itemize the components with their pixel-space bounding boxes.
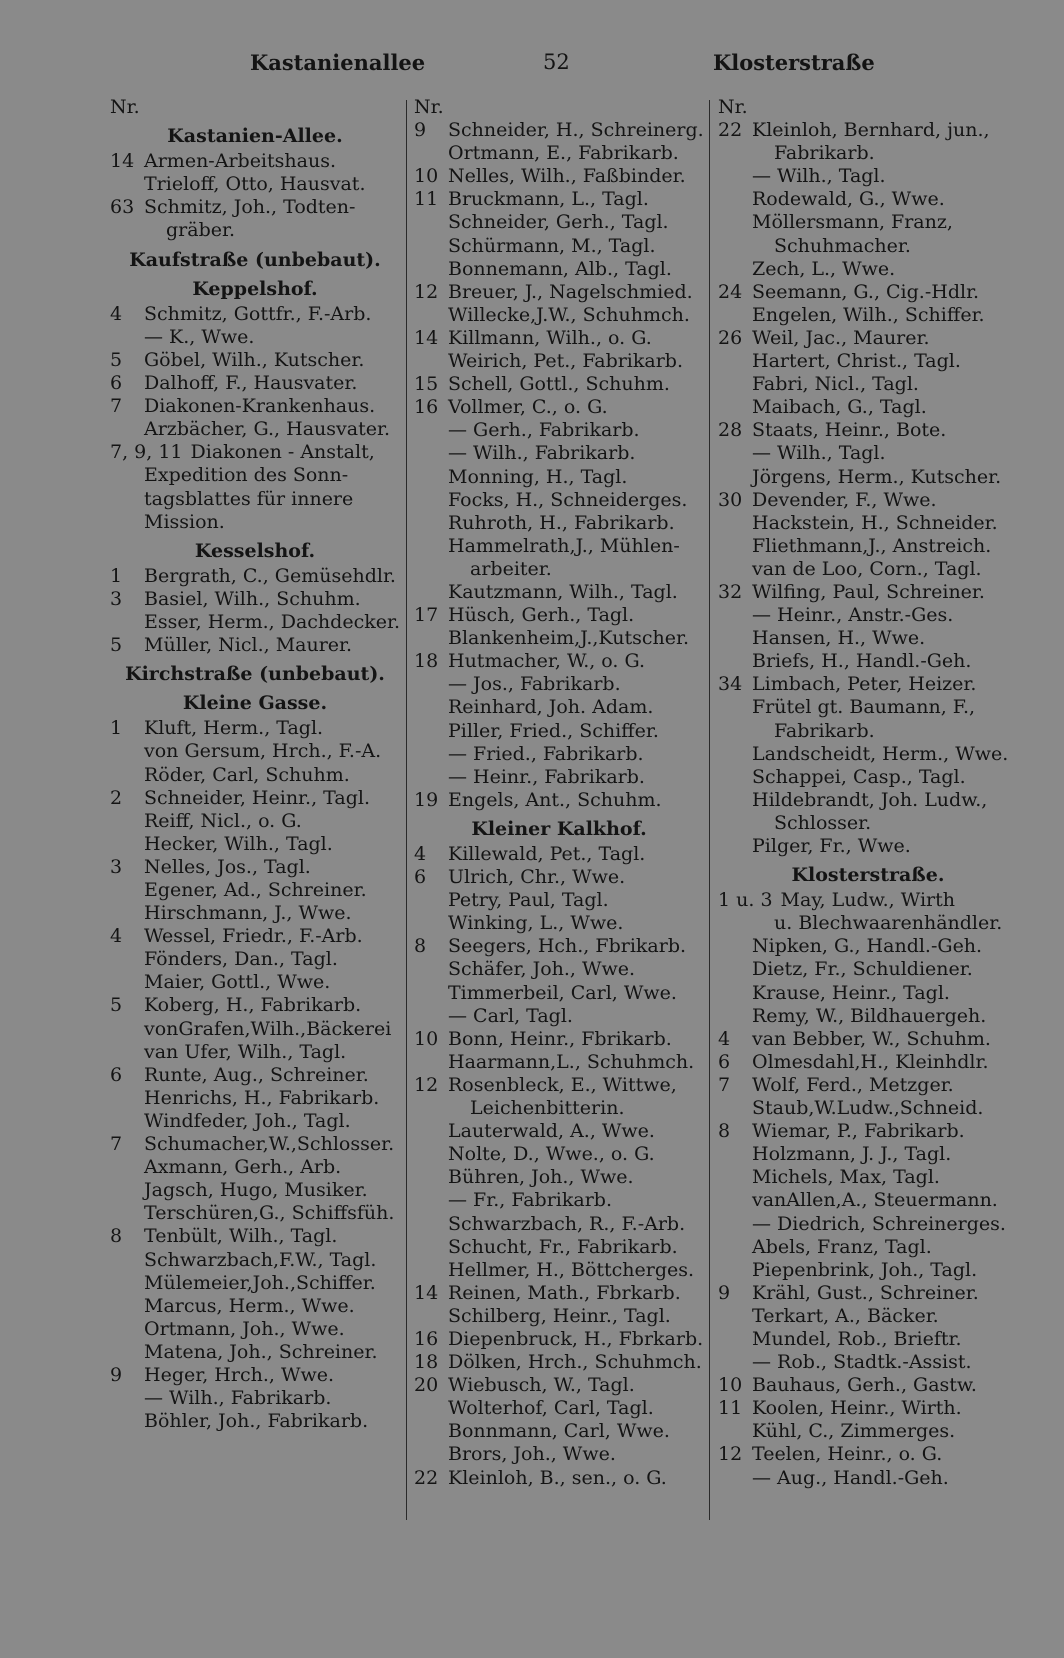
house-number: 14 bbox=[414, 1281, 439, 1304]
resident-entry: Mülemeier,Joh.,Schiffer. bbox=[144, 1271, 376, 1294]
street-heading: Kastanien-Allee. bbox=[167, 125, 343, 148]
resident-entry: Timmerbeil, Carl, Wwe. bbox=[448, 981, 677, 1004]
resident-entry: Nipken, G., Handl.-Geh. bbox=[752, 935, 983, 958]
resident-text: Wiemar, P., Fabrikarb. bbox=[752, 1120, 965, 1143]
resident-text: Dalhoff, F., Hausvater. bbox=[144, 372, 358, 395]
header-left-street: Kastanienallee bbox=[250, 50, 426, 75]
resident-entry bbox=[414, 604, 704, 627]
resident-entry bbox=[110, 349, 400, 372]
house-number: 16 bbox=[414, 1327, 439, 1350]
resident-entry: Fönders, Dan., Tagl. bbox=[144, 948, 338, 971]
resident-entry: Fabri, Nicl., Tagl. bbox=[752, 373, 919, 396]
resident-entry bbox=[414, 866, 704, 889]
house-number: 22 bbox=[718, 119, 743, 142]
resident-text: Göbel, Wilh., Kutscher. bbox=[144, 348, 365, 371]
resident-text: Weil, Jac., Maurer. bbox=[752, 326, 930, 349]
resident-entry bbox=[110, 717, 400, 740]
resident-entry: Jagsch, Hugo, Musiker. bbox=[144, 1179, 368, 1202]
resident-text: Vollmer, C., o. G. bbox=[448, 396, 608, 419]
resident-entry: Maier, Gottl., Wwe. bbox=[144, 971, 331, 994]
resident-entry: Blankenheim,J.,Kutscher. bbox=[448, 627, 689, 650]
resident-text: Breuer, J., Nagelschmied. bbox=[448, 280, 693, 303]
house-number: 4 bbox=[110, 925, 123, 948]
house-number: 10 bbox=[414, 165, 439, 188]
resident-entry bbox=[718, 281, 1018, 304]
resident-entry bbox=[414, 935, 704, 958]
resident-entry bbox=[110, 150, 400, 173]
resident-entry bbox=[414, 1374, 704, 1397]
resident-entry bbox=[718, 1443, 1018, 1466]
resident-entry: Ortmann, Joh., Wwe. bbox=[144, 1317, 345, 1340]
resident-continuation: u. Blechwaarenhändler. bbox=[774, 912, 1003, 935]
directory-column-1 bbox=[110, 96, 400, 1433]
resident-entry: — K., Wwe. bbox=[144, 325, 255, 348]
resident-entry: von Gersum, Hrch., F.-A. bbox=[144, 740, 382, 763]
resident-entry bbox=[414, 327, 704, 350]
resident-text: Olmesdahl,H., Kleinhdlr. bbox=[752, 1050, 989, 1073]
resident-entry: Nolte, D., Wwe., o. G. bbox=[448, 1143, 655, 1166]
resident-entry: Michels, Max, Tagl. bbox=[752, 1166, 940, 1189]
street-heading: Keppelshof. bbox=[192, 277, 318, 300]
house-number: 3 bbox=[110, 855, 123, 878]
resident-text: Nelles, Wilh., Faßbinder. bbox=[448, 165, 686, 188]
resident-entry: — Wilh., Fabrikarb. bbox=[144, 1387, 332, 1410]
resident-entry: — Carl, Tagl. bbox=[448, 1004, 573, 1027]
house-number: 63 bbox=[110, 196, 135, 219]
resident-text: Bonn, Heinr., Fbrikarb. bbox=[448, 1027, 672, 1050]
resident-entry: Arzbächer, G., Hausvater. bbox=[144, 418, 390, 441]
resident-entry bbox=[414, 165, 704, 188]
resident-entry bbox=[110, 565, 400, 588]
house-number: 4 bbox=[110, 302, 123, 325]
resident-entry: Terkart, A., Bäcker. bbox=[752, 1304, 939, 1327]
house-number: 11 bbox=[718, 1397, 743, 1420]
resident-text: Müller, Nicl., Maurer. bbox=[144, 634, 353, 657]
resident-entry: Hecker, Wilh., Tagl. bbox=[144, 832, 333, 855]
resident-text: Bauhaus, Gerh., Gastw. bbox=[752, 1374, 977, 1397]
resident-entry bbox=[414, 1351, 704, 1374]
house-number: 18 bbox=[414, 650, 439, 673]
resident-entry: — Rob., Stadtk.-Assist. bbox=[752, 1351, 972, 1374]
resident-entry bbox=[110, 588, 400, 611]
resident-text: Hüsch, Gerh., Tagl. bbox=[448, 604, 635, 627]
resident-continuation: Leichenbitterin. bbox=[470, 1097, 625, 1120]
resident-entry: Axmann, Gerh., Arb. bbox=[144, 1156, 342, 1179]
resident-entry bbox=[718, 1028, 1018, 1051]
resident-entry: Schilberg, Heinr., Tagl. bbox=[448, 1304, 671, 1327]
house-number: 28 bbox=[718, 419, 743, 442]
resident-entry bbox=[414, 188, 704, 211]
resident-entry: — Gerh., Fabrikarb. bbox=[448, 419, 640, 442]
resident-entry bbox=[110, 634, 400, 657]
resident-text: Bergrath, C., Gemüsehdlr. bbox=[144, 564, 396, 587]
resident-entry: Schneider, Gerh., Tagl. bbox=[448, 211, 669, 234]
resident-text: Seemann, G., Cig.-Hdlr. bbox=[752, 280, 980, 303]
resident-entry: — Heinr., Fabrikarb. bbox=[448, 765, 645, 788]
house-number: 14 bbox=[110, 150, 135, 173]
house-number: 5 bbox=[110, 634, 123, 657]
resident-entry bbox=[414, 1467, 704, 1490]
resident-text: Koolen, Heinr., Wirth. bbox=[752, 1397, 962, 1420]
resident-entry bbox=[718, 327, 1018, 350]
resident-entry: Willecke,J.W., Schuhmch. bbox=[448, 303, 690, 326]
house-number: 26 bbox=[718, 326, 743, 349]
resident-entry bbox=[110, 994, 400, 1017]
resident-text: Nelles, Jos., Tagl. bbox=[144, 855, 311, 878]
resident-entry: — Wilh., Tagl. bbox=[752, 165, 886, 188]
house-number: 20 bbox=[414, 1374, 439, 1397]
resident-text: Schmitz, Gottfr., F.-Arb. bbox=[144, 302, 372, 325]
column-divider bbox=[406, 100, 407, 1520]
resident-text: Wessel, Friedr., F.-Arb. bbox=[144, 925, 363, 948]
house-number: 6 bbox=[110, 372, 123, 395]
resident-entry bbox=[718, 673, 1018, 696]
resident-entry: Focks, H., Schneiderges. bbox=[448, 488, 688, 511]
resident-continuation: Schuhmacher. bbox=[774, 234, 911, 257]
resident-entry: Lauterwald, A., Wwe. bbox=[448, 1120, 655, 1143]
resident-text: Rosenbleck, E., Wittwe, bbox=[448, 1073, 677, 1096]
resident-entry bbox=[110, 787, 400, 810]
running-header bbox=[0, 50, 1064, 84]
resident-entry bbox=[110, 196, 400, 219]
house-number: 34 bbox=[718, 673, 743, 696]
resident-entry: Frütel gt. Baumann, F., bbox=[752, 696, 976, 719]
resident-continuation: Fabrikarb. bbox=[774, 142, 875, 165]
resident-entry bbox=[718, 1282, 1018, 1305]
house-number: 8 bbox=[718, 1120, 731, 1143]
house-number: 30 bbox=[718, 488, 743, 511]
house-number: 1 bbox=[110, 717, 123, 740]
resident-entry bbox=[414, 1074, 704, 1097]
resident-text: Wilfing, Paul, Schreiner. bbox=[752, 580, 985, 603]
house-number: 6 bbox=[718, 1050, 731, 1073]
street-heading: Kesselshof. bbox=[194, 539, 316, 562]
resident-entry: — Heinr., Anstr.-Ges. bbox=[752, 604, 954, 627]
resident-text: Schell, Gottl., Schuhm. bbox=[448, 373, 670, 396]
resident-entry: Mundel, Rob., Brieftr. bbox=[752, 1327, 962, 1350]
resident-text: Armen-Arbeitshaus. bbox=[144, 150, 336, 173]
resident-entry: Egener, Ad., Schreiner. bbox=[144, 879, 367, 901]
house-number: 17 bbox=[414, 604, 439, 627]
house-number: 2 bbox=[110, 786, 123, 809]
house-number: 10 bbox=[718, 1374, 743, 1397]
resident-entry: Schappei, Casp., Tagl. bbox=[752, 765, 966, 788]
resident-entry: Hildebrandt, Joh. Ludw., bbox=[752, 788, 988, 811]
column-divider bbox=[709, 100, 710, 1520]
resident-entry bbox=[414, 1028, 704, 1051]
resident-entry: Kautzmann, Wilh., Tagl. bbox=[448, 580, 678, 603]
house-number: 8 bbox=[110, 1225, 123, 1248]
resident-entry: Briefs, H., Handl.-Geh. bbox=[752, 650, 972, 673]
resident-text: Schmitz, Joh., Todten- bbox=[144, 196, 356, 219]
resident-entry: Bonnmann, Carl, Wwe. bbox=[448, 1420, 670, 1443]
resident-text: Killewald, Pet., Tagl. bbox=[448, 843, 646, 865]
street-heading: Kaufstraße (unbebaut). bbox=[129, 248, 381, 271]
resident-entry: Ruhroth, H., Fabrikarb. bbox=[448, 511, 675, 534]
resident-entry bbox=[718, 1051, 1018, 1074]
resident-text: Reinen, Math., Fbrkarb. bbox=[448, 1281, 681, 1304]
house-number: 7 bbox=[718, 1073, 731, 1096]
resident-entry bbox=[718, 419, 1018, 442]
resident-entry bbox=[414, 650, 704, 673]
resident-entry: — Wilh., Tagl. bbox=[752, 442, 886, 465]
resident-entry: Möllersmann, Franz, bbox=[752, 211, 953, 234]
resident-entry: Bonnemann, Alb., Tagl. bbox=[448, 257, 672, 280]
resident-entry bbox=[110, 303, 400, 326]
resident-entry bbox=[110, 395, 400, 418]
resident-entry: Remy, W., Bildhauergeh. bbox=[752, 1004, 987, 1027]
resident-continuation: Fabrikarb. bbox=[774, 719, 875, 742]
resident-text: Devender, F., Wwe. bbox=[752, 488, 937, 511]
house-number: 9 bbox=[718, 1281, 731, 1304]
resident-entry bbox=[718, 1397, 1018, 1420]
resident-text: Bruckmann, L., Tagl. bbox=[448, 188, 649, 211]
header-right-street: Klosterstraße bbox=[713, 50, 875, 75]
resident-continuation: arbeiter. bbox=[470, 557, 552, 580]
house-number: 10 bbox=[414, 1027, 439, 1050]
resident-entry: Landscheidt, Herm., Wwe. bbox=[752, 742, 1009, 765]
resident-text: Dölken, Hrch., Schuhmch. bbox=[448, 1351, 702, 1374]
number-column-label: Nr. bbox=[718, 96, 748, 118]
resident-entry: — Fried., Fabrikarb. bbox=[448, 742, 644, 765]
resident-entry: Pilger, Fr., Wwe. bbox=[752, 835, 911, 857]
directory-column-2 bbox=[414, 96, 704, 1490]
street-heading: Kleiner Kalkhof. bbox=[471, 817, 647, 840]
resident-entry: Expedition des Sonn- bbox=[144, 464, 349, 487]
resident-entry bbox=[414, 119, 704, 142]
resident-entry bbox=[718, 489, 1018, 512]
resident-entry bbox=[110, 1225, 400, 1248]
house-number: 3 bbox=[110, 587, 123, 610]
resident-entry: Hellmer, H., Böttcherges. bbox=[448, 1258, 695, 1281]
resident-entry bbox=[414, 1328, 704, 1351]
resident-text: van Bebber, W., Schuhm. bbox=[752, 1027, 991, 1050]
resident-text: Teelen, Heinr., o. G. bbox=[752, 1443, 943, 1466]
resident-text: Basiel, Wilh., Schuhm. bbox=[144, 587, 361, 610]
resident-entry: van Ufer, Wilh., Tagl. bbox=[144, 1040, 347, 1063]
resident-entry bbox=[718, 581, 1018, 604]
resident-entry bbox=[718, 889, 1018, 912]
resident-text: Diakonen-Krankenhaus. bbox=[144, 395, 376, 418]
resident-entry: Schwarzbach, R., F.-Arb. bbox=[448, 1212, 686, 1235]
resident-entry: Schürmann, M., Tagl. bbox=[448, 234, 656, 257]
resident-entry: Hansen, H., Wwe. bbox=[752, 627, 926, 650]
house-number: 19 bbox=[414, 788, 439, 811]
resident-entry: tagsblattes für innere bbox=[144, 487, 354, 510]
resident-text: Kleinloh, Bernhard, jun., bbox=[752, 119, 990, 142]
house-number: 6 bbox=[414, 866, 427, 889]
resident-continuation: Schlosser. bbox=[774, 811, 872, 834]
resident-continuation: gräber. bbox=[166, 219, 236, 242]
house-number: 24 bbox=[718, 280, 743, 303]
resident-entry: Holzmann, J. J., Tagl. bbox=[752, 1143, 952, 1166]
resident-entry: Mission. bbox=[144, 510, 225, 533]
resident-entry: Schucht, Fr., Fabrikarb. bbox=[448, 1235, 678, 1258]
resident-entry bbox=[718, 1374, 1018, 1397]
resident-entry: Dietz, Fr., Schuldiener. bbox=[752, 958, 973, 981]
house-number: 1 bbox=[110, 564, 123, 587]
house-number: 32 bbox=[718, 580, 743, 603]
resident-entry: Reinhard, Joh. Adam. bbox=[448, 696, 654, 719]
resident-entry bbox=[414, 843, 704, 866]
house-number: 12 bbox=[718, 1443, 743, 1466]
house-number: 9 bbox=[110, 1363, 123, 1386]
house-number: 22 bbox=[414, 1466, 439, 1489]
resident-entry: Jörgens, Herm., Kutscher. bbox=[752, 465, 1002, 488]
house-number: 6 bbox=[110, 1063, 123, 1086]
resident-entry bbox=[414, 789, 704, 812]
resident-entry: Böhler, Joh., Fabrikarb. bbox=[144, 1410, 369, 1433]
house-number: 16 bbox=[414, 396, 439, 419]
resident-entry: Kühl, C., Zimmerges. bbox=[752, 1420, 956, 1443]
resident-entry: vanAllen,A., Steuermann. bbox=[752, 1189, 998, 1212]
resident-entry: Wolterhof, Carl, Tagl. bbox=[448, 1397, 654, 1420]
street-heading: Kleine Gasse. bbox=[182, 692, 328, 715]
resident-text: Limbach, Peter, Heizer. bbox=[752, 673, 977, 696]
resident-entry: Maibach, G., Tagl. bbox=[752, 396, 927, 419]
number-column-label: Nr. bbox=[110, 96, 140, 118]
resident-text: Schneider, Heinr., Tagl. bbox=[144, 786, 370, 809]
resident-entry bbox=[110, 372, 400, 395]
resident-entry: — Fr., Fabrikarb. bbox=[448, 1189, 613, 1212]
house-number: 5 bbox=[110, 994, 123, 1017]
resident-entry bbox=[414, 373, 704, 396]
resident-entry: Staub,W.Ludw.,Schneid. bbox=[752, 1097, 984, 1120]
resident-entry: Zech, L., Wwe. bbox=[752, 257, 896, 280]
resident-entry: — Aug., Handl.-Geh. bbox=[752, 1466, 949, 1489]
page-number: 52 bbox=[543, 50, 570, 74]
street-heading: Klosterstraße. bbox=[791, 864, 945, 887]
resident-entry: Abels, Franz, Tagl. bbox=[752, 1235, 932, 1258]
resident-entry: Hackstein, H., Schneider. bbox=[752, 511, 998, 534]
resident-entry: Marcus, Herm., Wwe. bbox=[144, 1294, 355, 1317]
resident-text: Schumacher,W.,Schlosser. bbox=[144, 1133, 395, 1156]
resident-text: Kleinloh, B., sen., o. G. bbox=[448, 1466, 667, 1489]
resident-entry: Hirschmann, J., Wwe. bbox=[144, 902, 352, 925]
house-number: 7 bbox=[110, 1133, 123, 1156]
house-number: 15 bbox=[414, 373, 439, 396]
house-number: 12 bbox=[414, 1073, 439, 1096]
resident-entry bbox=[414, 1282, 704, 1305]
resident-entry: Schwarzbach,F.W., Tagl. bbox=[144, 1248, 377, 1271]
resident-entry: Engelen, Wilh., Schiffer. bbox=[752, 303, 985, 326]
resident-entry: vonGrafen,Wilh.,Bäckerei bbox=[144, 1017, 392, 1040]
resident-entry: Trieloff, Otto, Hausvat. bbox=[144, 173, 366, 196]
house-number: 12 bbox=[414, 280, 439, 303]
resident-entry: Henrichs, H., Fabrikarb. bbox=[144, 1086, 380, 1109]
resident-text: Seegers, Hch., Fbrikarb. bbox=[448, 935, 687, 958]
resident-entry: Reiff, Nicl., o. G. bbox=[144, 809, 302, 832]
resident-entry bbox=[718, 119, 1018, 142]
resident-entry: Haarmann,L., Schuhmch. bbox=[448, 1050, 695, 1073]
resident-text: Staats, Heinr., Bote. bbox=[752, 419, 947, 442]
resident-entry: van de Loo, Corn., Tagl. bbox=[752, 557, 982, 580]
resident-text: Kluft, Herm., Tagl. bbox=[144, 717, 324, 740]
resident-text: Runte, Aug., Schreiner. bbox=[144, 1063, 369, 1086]
number-column-label: Nr. bbox=[414, 96, 444, 118]
house-number: 8 bbox=[414, 935, 427, 958]
resident-entry bbox=[110, 1133, 400, 1156]
house-number: 4 bbox=[718, 1027, 731, 1050]
resident-entry: Hammelrath,J., Mühlen- bbox=[448, 534, 680, 557]
resident-text: Diakonen - Anstalt, bbox=[190, 441, 375, 464]
resident-entry: Hartert, Christ., Tagl. bbox=[752, 350, 961, 373]
house-number: 7 bbox=[110, 395, 123, 418]
resident-entry: Piepenbrink, Joh., Tagl. bbox=[752, 1258, 978, 1281]
resident-text: Tenbült, Wilh., Tagl. bbox=[144, 1225, 338, 1248]
resident-text: Ulrich, Chr., Wwe. bbox=[448, 866, 626, 889]
resident-entry: Esser, Herm., Dachdecker. bbox=[144, 610, 400, 633]
resident-entry bbox=[110, 856, 400, 879]
resident-text: Wolf, Ferd., Metzger. bbox=[752, 1073, 954, 1096]
house-number: 1 u. 3 bbox=[718, 889, 773, 912]
resident-text: Koberg, H., Fabrikarb. bbox=[144, 994, 362, 1017]
resident-entry: — Wilh., Fabrikarb. bbox=[448, 442, 636, 465]
resident-entry: Winking, L., Wwe. bbox=[448, 912, 624, 935]
resident-text: Killmann, Wilh., o. G. bbox=[448, 326, 652, 349]
resident-entry: Krause, Heinr., Tagl. bbox=[752, 981, 950, 1004]
house-number: 18 bbox=[414, 1351, 439, 1374]
resident-entry bbox=[414, 281, 704, 304]
house-number: 5 bbox=[110, 348, 123, 371]
resident-entry: Weirich, Pet., Fabrikarb. bbox=[448, 350, 684, 373]
resident-entry: Piller, Fried., Schiffer. bbox=[448, 719, 659, 742]
resident-entry: Petry, Paul, Tagl. bbox=[448, 889, 609, 912]
resident-entry: Monning, H., Tagl. bbox=[448, 465, 628, 488]
resident-text: Diepenbruck, H., Fbrkarb. bbox=[448, 1327, 704, 1350]
resident-entry bbox=[110, 441, 400, 464]
resident-text: May, Ludw., Wirth bbox=[780, 889, 955, 912]
resident-entry bbox=[414, 396, 704, 419]
resident-entry bbox=[110, 1364, 400, 1387]
resident-text: Engels, Ant., Schuhm. bbox=[448, 788, 662, 811]
resident-text: Schneider, H., Schreinerg. bbox=[448, 119, 704, 142]
resident-entry: Röder, Carl, Schuhm. bbox=[144, 763, 350, 786]
resident-entry: Bühren, Joh., Wwe. bbox=[448, 1166, 634, 1189]
house-number: 7, 9, 11 bbox=[110, 441, 183, 464]
directory-column-3 bbox=[718, 96, 1018, 1490]
resident-entry bbox=[110, 925, 400, 948]
house-number: 14 bbox=[414, 326, 439, 349]
resident-entry: Schäfer, Joh., Wwe. bbox=[448, 958, 636, 981]
house-number: 9 bbox=[414, 119, 427, 142]
resident-entry bbox=[718, 1074, 1018, 1097]
resident-entry: Brors, Joh., Wwe. bbox=[448, 1443, 616, 1466]
resident-entry: Windfeder, Joh., Tagl. bbox=[144, 1109, 351, 1132]
resident-entry: Rodewald, G., Wwe. bbox=[752, 188, 945, 211]
resident-entry bbox=[718, 1120, 1018, 1143]
resident-entry: — Jos., Fabrikarb. bbox=[448, 673, 621, 696]
resident-text: Hutmacher, W., o. G. bbox=[448, 650, 646, 673]
resident-text: Heger, Hrch., Wwe. bbox=[144, 1363, 335, 1386]
resident-entry: Matena, Joh., Schreiner. bbox=[144, 1340, 378, 1363]
resident-text: Krähl, Gust., Schreiner. bbox=[752, 1281, 979, 1304]
resident-entry: Fliethmann,J., Anstreich. bbox=[752, 534, 992, 557]
house-number: 11 bbox=[414, 188, 439, 211]
resident-text: Wiebusch, W., Tagl. bbox=[448, 1374, 635, 1397]
street-heading: Kirchstraße (unbebaut). bbox=[125, 663, 385, 686]
house-number: 4 bbox=[414, 843, 427, 865]
resident-entry: — Diedrich, Schreinerges. bbox=[752, 1212, 1006, 1235]
resident-entry: Ortmann, E., Fabrikarb. bbox=[448, 142, 679, 165]
resident-entry bbox=[110, 1064, 400, 1087]
resident-entry: Terschüren,G., Schiffsfüh. bbox=[144, 1202, 395, 1225]
